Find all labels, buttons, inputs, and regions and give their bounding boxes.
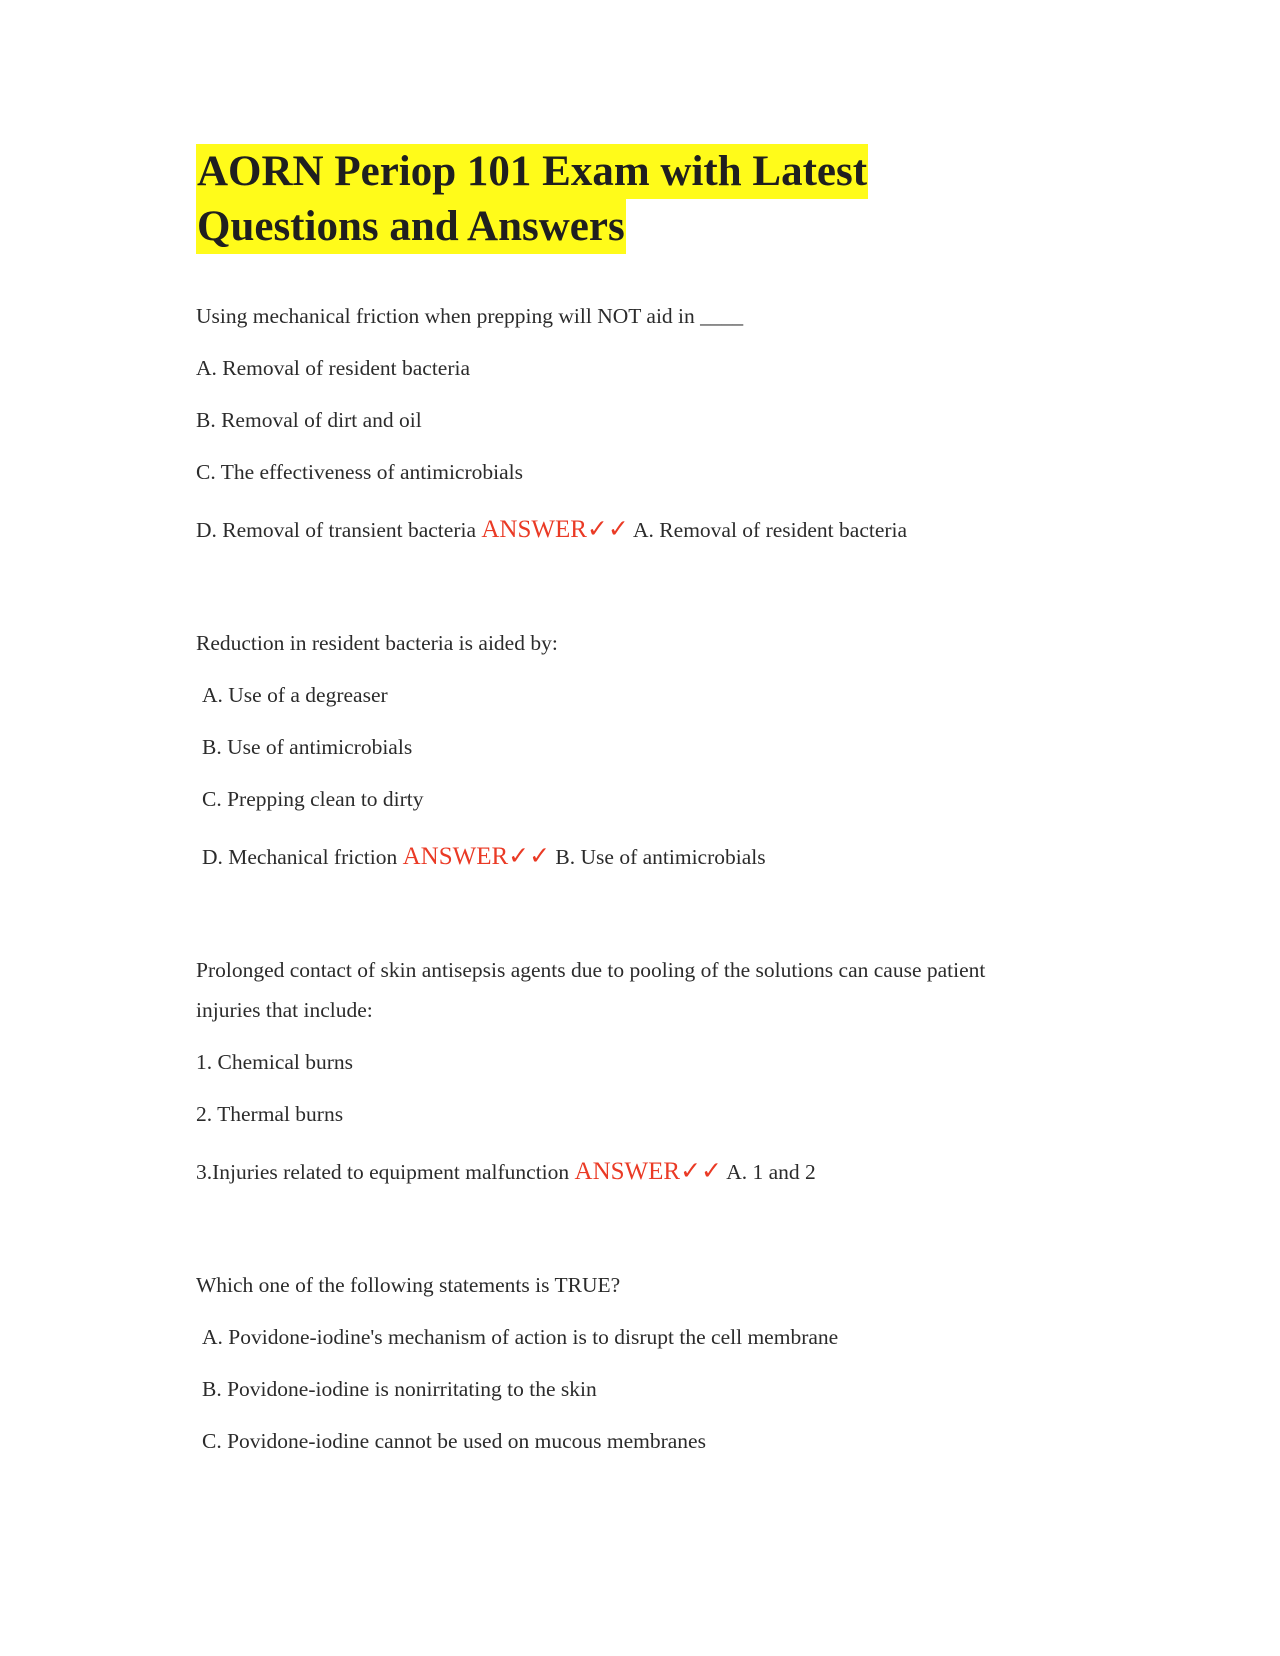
question-2-option-c: C. Prepping clean to dirty — [202, 787, 424, 811]
question-3-option-3: 3.Injuries related to equipment malfunction — [196, 1160, 570, 1184]
question-2-option-d: D. Mechanical friction — [202, 845, 398, 869]
question-1-option-c: C. The effectiveness of antimicrobials — [196, 460, 523, 484]
question-2-option-d-with-answer — [202, 843, 766, 871]
question-4-option-b: B. Povidone-iodine is nonirritating to the skin — [202, 1377, 597, 1401]
question-4-option-a: A. Povidone-iodine's mechanism of action is to disrupt the cell membrane — [202, 1325, 839, 1349]
title-line-2: Questions and Answers — [196, 199, 626, 254]
question-1-option-a: A. Removal of resident bacteria — [196, 356, 471, 380]
question-1-option-d-with-answer — [196, 516, 907, 544]
question-2-prompt: Reduction in resident bacteria is aided by: — [196, 631, 558, 655]
question-3-prompt-line-1: Prolonged contact of skin antisepsis agents due to pooling of the solutions can cause patient — [196, 958, 986, 982]
question-1-option-d: D. Removal of transient bacteria — [196, 518, 476, 542]
answer-label: ANSWER✓✓ — [574, 1158, 722, 1185]
question-3-answer: A. 1 and 2 — [726, 1160, 816, 1184]
question-3-prompt-line-2: injuries that include: — [196, 998, 373, 1022]
title-line-1: AORN Periop 101 Exam with Latest — [196, 144, 868, 199]
question-1-answer: A. Removal of resident bacteria — [633, 518, 908, 542]
question-2-answer: B. Use of antimicrobials — [555, 845, 766, 869]
document-title — [196, 144, 868, 254]
question-1-prompt: Using mechanical friction when prepping will NOT aid in ____ — [196, 304, 744, 328]
question-3-option-3-with-answer — [196, 1158, 816, 1186]
question-1-option-b: B. Removal of dirt and oil — [196, 408, 422, 432]
question-3-option-1: 1. Chemical burns — [196, 1050, 354, 1074]
answer-label: ANSWER✓✓ — [402, 843, 551, 870]
question-2-option-a: A. Use of a degreaser — [202, 683, 388, 707]
question-3-option-2: 2. Thermal burns — [196, 1102, 344, 1126]
answer-label: ANSWER✓✓ — [481, 516, 629, 543]
question-2-option-b: B. Use of antimicrobials — [202, 735, 413, 759]
question-4-option-c: C. Povidone-iodine cannot be used on mucous membranes — [202, 1429, 706, 1453]
question-4-prompt: Which one of the following statements is TRUE? — [196, 1273, 621, 1297]
